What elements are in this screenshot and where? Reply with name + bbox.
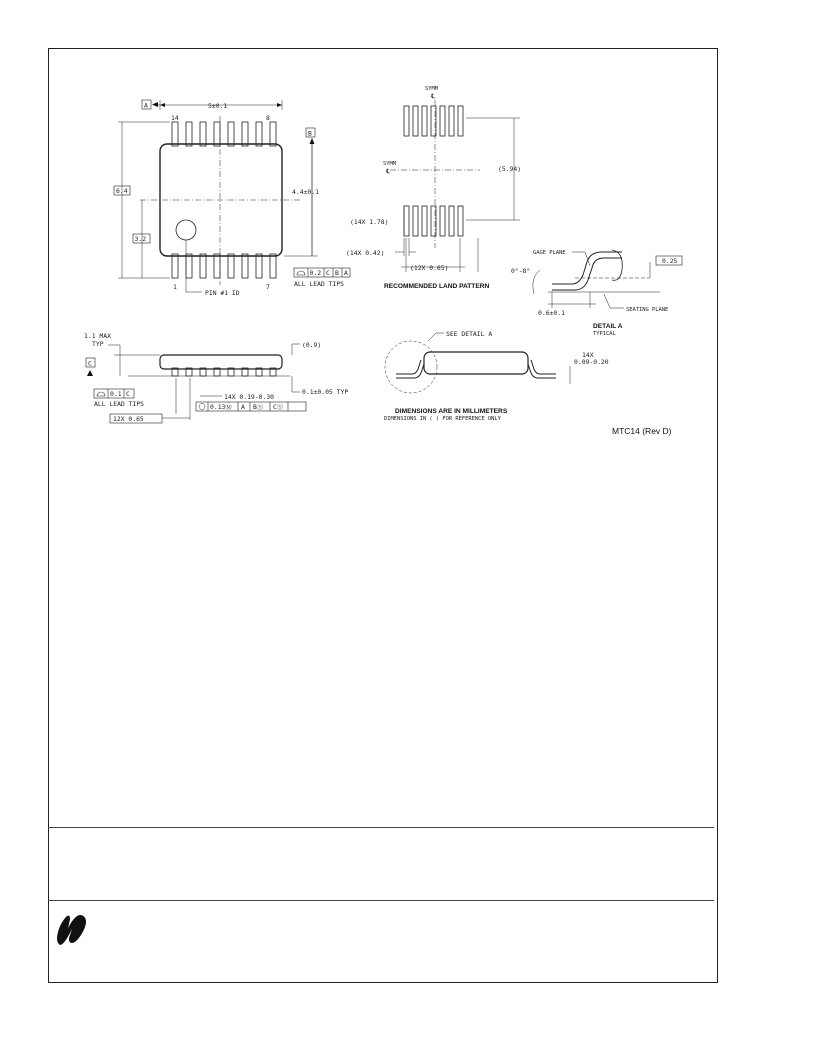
position-ref-b: BⓈ	[253, 403, 264, 411]
half-height-dim: 3.2	[134, 235, 147, 243]
symm-label-side: SYMM	[383, 161, 396, 167]
datum-b-label: B	[308, 129, 312, 138]
pitch-dim: (5.94)	[498, 165, 522, 173]
pad-length-dim: (14X 1.78)	[350, 218, 389, 226]
land-pads-lower	[404, 206, 463, 236]
pin-8-label: 8	[266, 114, 270, 122]
pad-width-dim: (14X 0.42)	[346, 249, 385, 257]
detail-a-caption: DETAIL A	[593, 323, 623, 330]
side-pitch-dim: 12X 0.65	[113, 415, 144, 423]
pin1-id-label: PIN #1 ID	[205, 289, 240, 297]
centerline-symbol-top: ℄	[431, 92, 436, 100]
side-view	[86, 344, 306, 423]
detail-a-subcaption: TYPICAL	[593, 331, 616, 337]
lead-thickness-count: 14X	[582, 351, 594, 359]
end-body	[424, 352, 528, 374]
national-semiconductor-logo-icon	[52, 913, 92, 947]
detail-a-view	[533, 250, 682, 308]
all-lead-tips-side: ALL LEAD TIPS	[94, 400, 145, 408]
gage-plane-label: GAGE PLANE	[533, 250, 566, 256]
detail-a-callout-circle	[385, 341, 437, 393]
pin1-marker	[176, 220, 196, 240]
body-thickness-dim: (0.9)	[302, 341, 322, 349]
side-flatness-ref: C	[126, 390, 130, 398]
dims-mm-note: DIMENSIONS ARE IN MILLIMETERS	[395, 408, 508, 415]
angle-label: 0°-8°	[511, 267, 531, 275]
side-flatness-value: 0.1	[110, 390, 122, 398]
see-detail-label: SEE DETAIL A	[446, 330, 493, 338]
datum-c-label: C	[88, 359, 92, 368]
pin-7-label: 7	[266, 283, 270, 291]
land-pads-upper	[404, 106, 463, 136]
side-body	[160, 355, 282, 369]
gage-dim: 0.25	[662, 257, 678, 265]
lead-thickness-dim: 0.09-0.20	[574, 358, 609, 366]
top-view	[114, 100, 350, 292]
symm-label-top: SYMM	[425, 86, 438, 92]
top-leads-upper	[172, 122, 276, 146]
datum-a-label: A	[144, 101, 148, 110]
revision-label: MTC14 (Rev D)	[612, 426, 672, 436]
typ-label: TYP	[92, 340, 104, 348]
centerline-symbol-side: ℄	[386, 167, 391, 175]
flatness-value: 0.2	[309, 269, 322, 277]
end-view	[385, 333, 570, 393]
dims-ref-note: DIMENSIONS IN ( ) FOR REFERENCE ONLY	[384, 416, 501, 422]
flatness-ref-c: C	[326, 269, 330, 277]
pin-1-label: 1	[173, 283, 177, 291]
width-dim: 5±0.1	[208, 102, 228, 110]
height-dim: 6.4	[116, 187, 128, 195]
flatness-ref-a: A	[344, 269, 348, 277]
standoff-dim: 0.1±0.05 TYP	[302, 388, 349, 396]
pin-14-label: 14	[171, 114, 179, 122]
position-ref-a: A	[241, 403, 245, 411]
body-width-dim: 4.4±0.1	[292, 188, 319, 196]
land-pattern-caption: RECOMMENDED LAND PATTERN	[384, 283, 490, 290]
flatness-ref-b: B	[335, 269, 339, 277]
land-pattern-view	[390, 100, 520, 272]
all-lead-tips-top: ALL LEAD TIPS	[294, 280, 345, 288]
pad-pitch-dim: (12X 0.65)	[410, 264, 449, 272]
seating-plane-label: SEATING PLANE	[626, 307, 669, 313]
position-value: 0.13Ⓜ	[210, 403, 232, 411]
max-height-label: 1.1 MAX	[84, 332, 111, 340]
top-leads-lower	[172, 254, 276, 278]
lead-length-dim: 0.6±0.1	[538, 309, 565, 317]
lead-width-dim: 14X 0.19-0.30	[224, 393, 275, 401]
position-ref-c: CⓈ	[273, 403, 284, 411]
